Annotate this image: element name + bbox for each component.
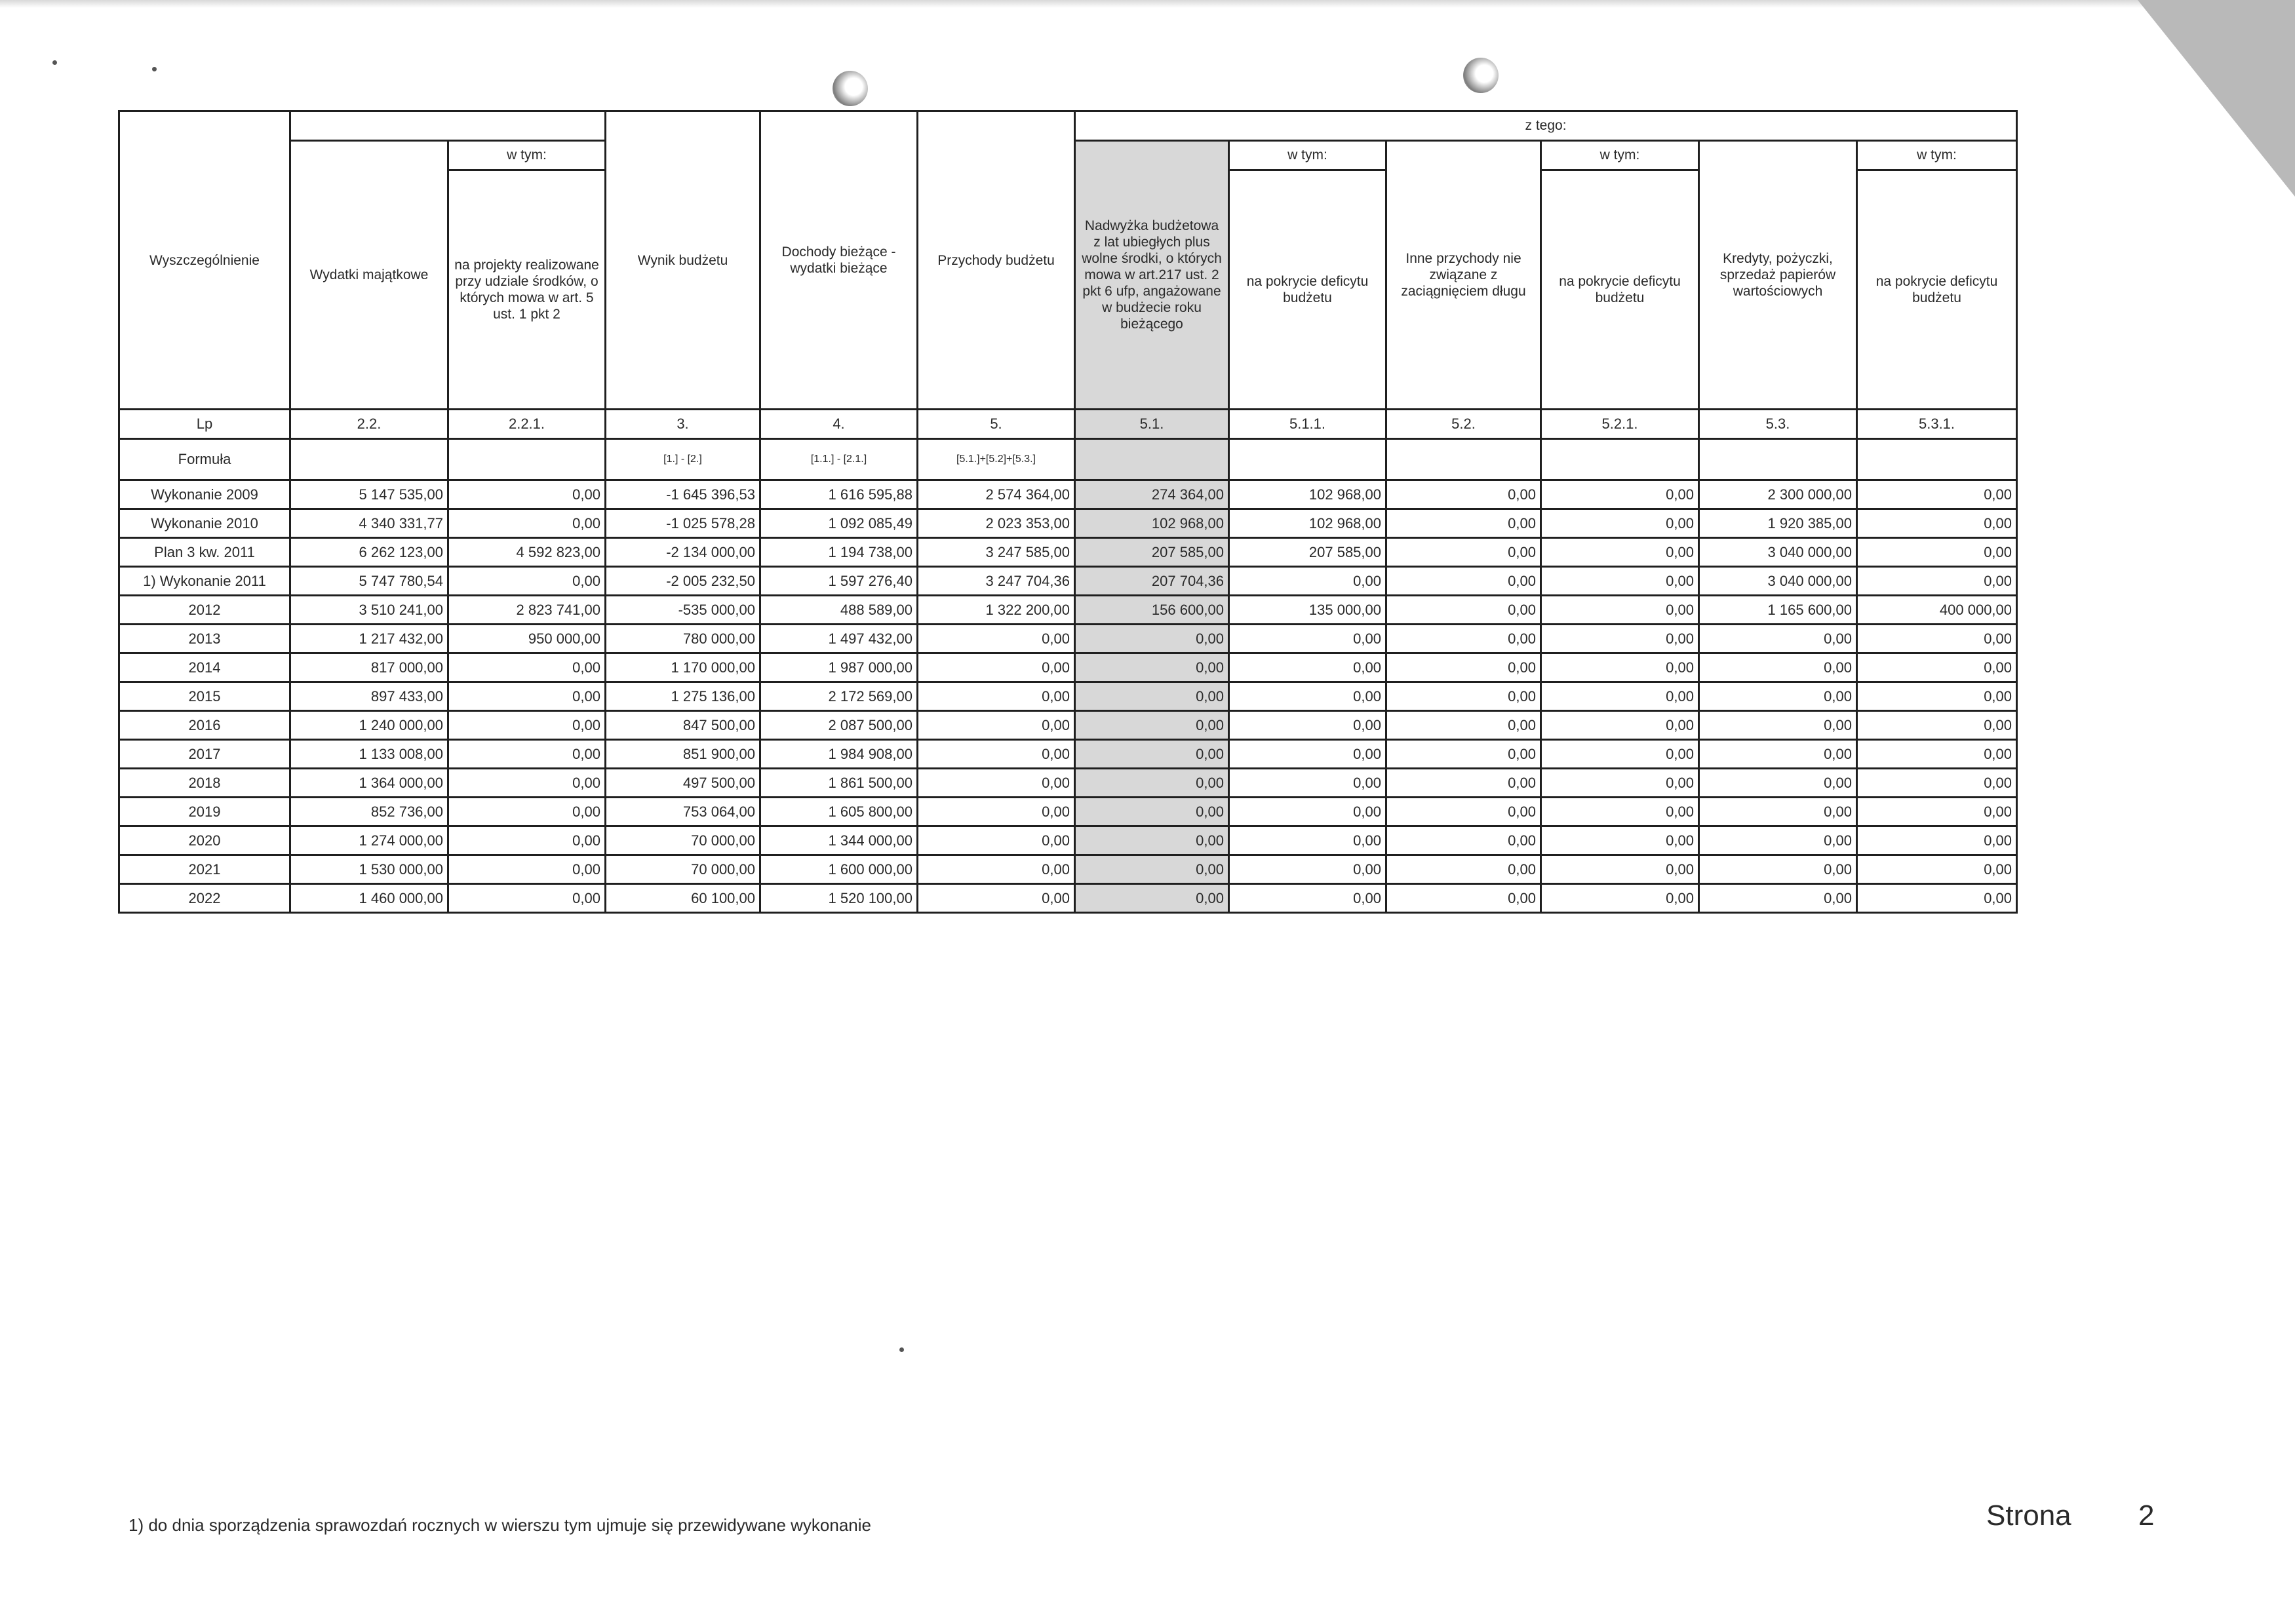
data-cell: 0,00 [448, 740, 606, 769]
data-label-cell: 2016 [119, 711, 290, 740]
data-cell: 0,00 [918, 740, 1075, 769]
data-cell: 0,00 [1229, 855, 1386, 884]
data-cell: 0,00 [1541, 653, 1699, 682]
data-cell: 0,00 [1699, 855, 1857, 884]
punch-hole-right [1463, 58, 1499, 93]
data-cell: -1 025 578,28 [606, 509, 760, 538]
data-cell: 0,00 [448, 653, 606, 682]
lp-cell: 5.1. [1075, 410, 1229, 439]
data-cell: 1 092 085,49 [760, 509, 918, 538]
data-row [119, 567, 2017, 596]
data-row [119, 769, 2017, 798]
data-label-cell: 2012 [119, 596, 290, 625]
data-row [119, 538, 2017, 567]
lp-cell: 2.2. [290, 410, 448, 439]
data-row [119, 855, 2017, 884]
data-row [119, 480, 2017, 509]
data-cell: 852 736,00 [290, 798, 448, 826]
data-cell: 0,00 [1541, 826, 1699, 855]
data-cell: 4 592 823,00 [448, 538, 606, 567]
data-cell: 1 240 000,00 [290, 711, 448, 740]
data-cell: 0,00 [448, 567, 606, 596]
formula-cell [1699, 439, 1857, 480]
dust-speck [899, 1347, 904, 1352]
data-cell: 1 344 000,00 [760, 826, 918, 855]
data-cell: 2 023 353,00 [918, 509, 1075, 538]
data-cell: 0,00 [1229, 740, 1386, 769]
data-cell: 897 433,00 [290, 682, 448, 711]
data-cell: 0,00 [1857, 826, 2017, 855]
formula-cell [1229, 439, 1386, 480]
data-cell: 1 275 136,00 [606, 682, 760, 711]
data-cell: 0,00 [918, 711, 1075, 740]
data-cell: 0,00 [1699, 798, 1857, 826]
data-cell: 0,00 [1857, 538, 2017, 567]
data-cell: 0,00 [1386, 596, 1541, 625]
data-cell: 488 589,00 [760, 596, 918, 625]
lp-cell: 2.2.1. [448, 410, 606, 439]
data-cell: 0,00 [1386, 884, 1541, 913]
data-cell: 0,00 [448, 509, 606, 538]
data-cell: 0,00 [1857, 509, 2017, 538]
data-cell: 1 520 100,00 [760, 884, 918, 913]
data-row [119, 682, 2017, 711]
data-cell: 102 968,00 [1229, 509, 1386, 538]
data-cell: 0,00 [918, 769, 1075, 798]
data-cell: 0,00 [1857, 653, 2017, 682]
lp-cell: 3. [606, 410, 760, 439]
dust-speck [152, 67, 157, 71]
data-cell: 0,00 [1075, 798, 1229, 826]
lp-cell: 5.2.1. [1541, 410, 1699, 439]
data-label-cell: 2017 [119, 740, 290, 769]
data-cell: 0,00 [1541, 538, 1699, 567]
header-kredyty: Kredyty, pożyczki, sprzedaż papierów wartościowych [1699, 141, 1857, 410]
lp-cell: 5.2. [1386, 410, 1541, 439]
header-deficyt-5-3-1: na pokrycie deficytu budżetu [1857, 170, 2017, 410]
lp-cell: 5.1.1. [1229, 410, 1386, 439]
data-cell: 5 747 780,54 [290, 567, 448, 596]
data-cell: 1 861 500,00 [760, 769, 918, 798]
data-label-cell: 2021 [119, 855, 290, 884]
data-cell: 1 984 908,00 [760, 740, 918, 769]
data-cell: 0,00 [1857, 711, 2017, 740]
data-cell: 2 087 500,00 [760, 711, 918, 740]
data-cell: 817 000,00 [290, 653, 448, 682]
data-row [119, 884, 2017, 913]
data-cell: 0,00 [1386, 480, 1541, 509]
data-cell: 0,00 [448, 826, 606, 855]
data-row [119, 826, 2017, 855]
data-cell: -2 005 232,50 [606, 567, 760, 596]
header-deficyt-5-2-1: na pokrycie deficytu budżetu [1541, 170, 1699, 410]
data-cell: 60 100,00 [606, 884, 760, 913]
header-wynik-budzetu: Wynik budżetu [606, 111, 760, 410]
data-cell: 0,00 [1386, 509, 1541, 538]
formula-cell [448, 439, 606, 480]
data-cell: 1 274 000,00 [290, 826, 448, 855]
data-cell: 400 000,00 [1857, 596, 2017, 625]
data-cell: 1 616 595,88 [760, 480, 918, 509]
data-label-cell: 2015 [119, 682, 290, 711]
lp-row-group [119, 410, 2017, 439]
data-cell: 3 040 000,00 [1699, 567, 1857, 596]
lp-cell: 5. [918, 410, 1075, 439]
data-cell: 0,00 [1229, 798, 1386, 826]
data-cell: 0,00 [1541, 740, 1699, 769]
data-cell: 0,00 [1229, 711, 1386, 740]
data-cell: 0,00 [918, 682, 1075, 711]
formula-cell: [1.] - [2.] [606, 439, 760, 480]
data-label-cell: 2019 [119, 798, 290, 826]
data-cell: -1 645 396,53 [606, 480, 760, 509]
data-cell: 0,00 [1699, 682, 1857, 711]
lp-row [119, 410, 2017, 439]
data-label-cell: 2013 [119, 625, 290, 653]
header-nadwyzka: Nadwyżka budżetowa z lat ubiegłych plus wolne środki, o których mowa w art.217 ust. 2 pkt 6 ufp, angażowane w budżecie roku bieżącego [1075, 141, 1229, 410]
data-cell: 0,00 [1386, 711, 1541, 740]
data-cell: 950 000,00 [448, 625, 606, 653]
data-cell: 0,00 [1699, 711, 1857, 740]
data-cell: 0,00 [918, 653, 1075, 682]
data-cell: 0,00 [918, 798, 1075, 826]
data-cell: 0,00 [1229, 625, 1386, 653]
data-cell: 0,00 [1075, 826, 1229, 855]
data-cell: 1 217 432,00 [290, 625, 448, 653]
data-row-group [119, 480, 2017, 913]
data-cell: 0,00 [448, 711, 606, 740]
header-wydatki-majatkowe: Wydatki majątkowe [290, 141, 448, 410]
data-cell: 135 000,00 [1229, 596, 1386, 625]
data-cell: 847 500,00 [606, 711, 760, 740]
data-label-cell: Wykonanie 2010 [119, 509, 290, 538]
header-dochody-biezace: Dochody bieżące - wydatki bieżące [760, 111, 918, 410]
data-cell: 1 987 000,00 [760, 653, 918, 682]
data-row [119, 711, 2017, 740]
data-cell: -2 134 000,00 [606, 538, 760, 567]
data-cell: 0,00 [1386, 769, 1541, 798]
header-przychody-budzetu: Przychody budżetu [918, 111, 1075, 410]
scan-corner-shadow [2138, 0, 2295, 197]
header-w-tym: w tym: [1229, 141, 1386, 170]
data-cell: 3 247 704,36 [918, 567, 1075, 596]
data-cell: 0,00 [1075, 625, 1229, 653]
data-cell: 753 064,00 [606, 798, 760, 826]
data-cell: 0,00 [448, 855, 606, 884]
data-cell: 0,00 [1075, 884, 1229, 913]
data-cell: 0,00 [1699, 740, 1857, 769]
data-cell: 0,00 [1386, 538, 1541, 567]
data-cell: 1 497 432,00 [760, 625, 918, 653]
data-cell: 0,00 [1857, 855, 2017, 884]
data-cell: 0,00 [1857, 682, 2017, 711]
formula-row-group [119, 439, 2017, 480]
data-label-cell: Plan 3 kw. 2011 [119, 538, 290, 567]
data-cell: 0,00 [1857, 769, 2017, 798]
data-cell: 4 340 331,77 [290, 509, 448, 538]
data-row [119, 509, 2017, 538]
data-cell: 3 247 585,00 [918, 538, 1075, 567]
data-cell: 0,00 [1541, 625, 1699, 653]
data-cell: 1 133 008,00 [290, 740, 448, 769]
data-cell: 0,00 [1386, 740, 1541, 769]
page-number: 2 [2138, 1499, 2155, 1532]
data-cell: 1 460 000,00 [290, 884, 448, 913]
data-cell: 0,00 [1857, 567, 2017, 596]
formula-cell: [1.1.] - [2.1.] [760, 439, 918, 480]
data-cell: 497 500,00 [606, 769, 760, 798]
data-cell: 1 605 800,00 [760, 798, 918, 826]
data-cell: 0,00 [1386, 625, 1541, 653]
data-cell: 0,00 [1857, 740, 2017, 769]
data-cell: 0,00 [1075, 653, 1229, 682]
header-deficyt-5-1-1: na pokrycie deficytu budżetu [1229, 170, 1386, 410]
budget-forecast-table [118, 110, 2018, 914]
data-cell: 0,00 [1857, 884, 2017, 913]
header-projekty: na projekty realizowane przy udziale środków, o których mowa w art. 5 ust. 1 pkt 2 [448, 170, 606, 410]
punch-hole-left [833, 71, 868, 106]
data-label-cell: Wykonanie 2009 [119, 480, 290, 509]
data-cell: 0,00 [1699, 884, 1857, 913]
data-cell: 0,00 [1075, 740, 1229, 769]
data-cell: 0,00 [1386, 682, 1541, 711]
data-cell: 0,00 [1075, 855, 1229, 884]
data-cell: 207 585,00 [1075, 538, 1229, 567]
formula-cell [1386, 439, 1541, 480]
lp-label-cell: Lp [119, 410, 290, 439]
data-cell: 0,00 [918, 826, 1075, 855]
data-cell: 0,00 [1229, 653, 1386, 682]
data-cell: 0,00 [1229, 769, 1386, 798]
data-cell: 0,00 [1857, 480, 2017, 509]
data-cell: 0,00 [918, 884, 1075, 913]
data-cell: 0,00 [1541, 798, 1699, 826]
data-cell: 102 968,00 [1075, 509, 1229, 538]
data-cell: 0,00 [448, 682, 606, 711]
scan-top-edge [0, 0, 2295, 8]
data-cell: 1 530 000,00 [290, 855, 448, 884]
data-row [119, 596, 2017, 625]
data-row [119, 798, 2017, 826]
data-cell: 0,00 [1699, 625, 1857, 653]
page-label: Strona [1986, 1499, 2071, 1532]
data-cell: 851 900,00 [606, 740, 760, 769]
dust-speck [52, 60, 57, 65]
data-cell: 156 600,00 [1075, 596, 1229, 625]
data-cell: 1 920 385,00 [1699, 509, 1857, 538]
header-z-tego: z tego: [1075, 111, 2017, 141]
data-cell: 0,00 [1386, 855, 1541, 884]
data-row [119, 653, 2017, 682]
data-cell: 274 364,00 [1075, 480, 1229, 509]
footnote: 1) do dnia sporządzenia sprawozdań rocznych w wierszu tym ujmuje się przewidywane wykonanie [128, 1515, 871, 1535]
data-cell: 207 585,00 [1229, 538, 1386, 567]
data-cell: 1 170 000,00 [606, 653, 760, 682]
data-cell: 2 172 569,00 [760, 682, 918, 711]
data-cell: 0,00 [448, 798, 606, 826]
formula-cell [1857, 439, 2017, 480]
data-cell: 1 597 276,40 [760, 567, 918, 596]
header-w-tym: w tym: [1541, 141, 1699, 170]
data-cell: 0,00 [1075, 682, 1229, 711]
data-cell: 3 510 241,00 [290, 596, 448, 625]
data-cell: 0,00 [918, 625, 1075, 653]
data-cell: 0,00 [1386, 826, 1541, 855]
data-row [119, 740, 2017, 769]
data-cell: 0,00 [1386, 567, 1541, 596]
data-cell: 0,00 [1699, 769, 1857, 798]
data-cell: 70 000,00 [606, 826, 760, 855]
data-cell: 0,00 [1075, 769, 1229, 798]
header-blank-wydatki-group [290, 111, 606, 141]
data-label-cell: 2022 [119, 884, 290, 913]
lp-cell: 5.3. [1699, 410, 1857, 439]
data-cell: 0,00 [1857, 625, 2017, 653]
data-cell: 0,00 [448, 884, 606, 913]
data-cell: 780 000,00 [606, 625, 760, 653]
formula-cell [1541, 439, 1699, 480]
formula-row [119, 439, 2017, 480]
data-cell: 0,00 [448, 480, 606, 509]
data-cell: 1 364 000,00 [290, 769, 448, 798]
data-cell: 1 165 600,00 [1699, 596, 1857, 625]
data-cell: 3 040 000,00 [1699, 538, 1857, 567]
data-cell: 0,00 [1541, 596, 1699, 625]
data-cell: 1 194 738,00 [760, 538, 918, 567]
data-cell: 0,00 [448, 769, 606, 798]
formula-cell [290, 439, 448, 480]
data-cell: 0,00 [1229, 884, 1386, 913]
data-cell: 0,00 [1075, 711, 1229, 740]
header-inne-przychody: Inne przychody nie związane z zaciągnięciem długu [1386, 141, 1541, 410]
data-cell: 0,00 [1541, 884, 1699, 913]
data-cell: 0,00 [1386, 798, 1541, 826]
data-row [119, 625, 2017, 653]
data-cell: 0,00 [1386, 653, 1541, 682]
data-label-cell: 1) Wykonanie 2011 [119, 567, 290, 596]
data-cell: 0,00 [1699, 653, 1857, 682]
data-cell: 6 262 123,00 [290, 538, 448, 567]
formula-label-cell: Formuła [119, 439, 290, 480]
data-label-cell: 2020 [119, 826, 290, 855]
data-cell: 2 823 741,00 [448, 596, 606, 625]
data-cell: 207 704,36 [1075, 567, 1229, 596]
data-cell: 0,00 [918, 855, 1075, 884]
data-cell: 70 000,00 [606, 855, 760, 884]
data-cell: 0,00 [1541, 480, 1699, 509]
data-cell: 0,00 [1541, 567, 1699, 596]
data-label-cell: 2014 [119, 653, 290, 682]
data-cell: 0,00 [1541, 769, 1699, 798]
data-cell: 0,00 [1699, 826, 1857, 855]
lp-cell: 4. [760, 410, 918, 439]
data-cell: 0,00 [1229, 682, 1386, 711]
data-cell: 1 600 000,00 [760, 855, 918, 884]
data-cell: 0,00 [1541, 855, 1699, 884]
data-cell: 1 322 200,00 [918, 596, 1075, 625]
header-w-tym: w tym: [448, 141, 606, 170]
data-cell: 102 968,00 [1229, 480, 1386, 509]
data-label-cell: 2018 [119, 769, 290, 798]
data-cell: 0,00 [1541, 711, 1699, 740]
header-wyszczegolnienie: Wyszczególnienie [119, 111, 290, 410]
data-cell: 5 147 535,00 [290, 480, 448, 509]
data-cell: 0,00 [1229, 826, 1386, 855]
data-cell: 2 574 364,00 [918, 480, 1075, 509]
header-w-tym: w tym: [1857, 141, 2017, 170]
data-cell: 0,00 [1857, 798, 2017, 826]
data-cell: 0,00 [1541, 682, 1699, 711]
data-cell: 0,00 [1541, 509, 1699, 538]
data-cell: -535 000,00 [606, 596, 760, 625]
formula-cell [1075, 439, 1229, 480]
formula-cell: [5.1.]+[5.2]+[5.3.] [918, 439, 1075, 480]
lp-cell: 5.3.1. [1857, 410, 2017, 439]
data-cell: 0,00 [1229, 567, 1386, 596]
data-cell: 2 300 000,00 [1699, 480, 1857, 509]
